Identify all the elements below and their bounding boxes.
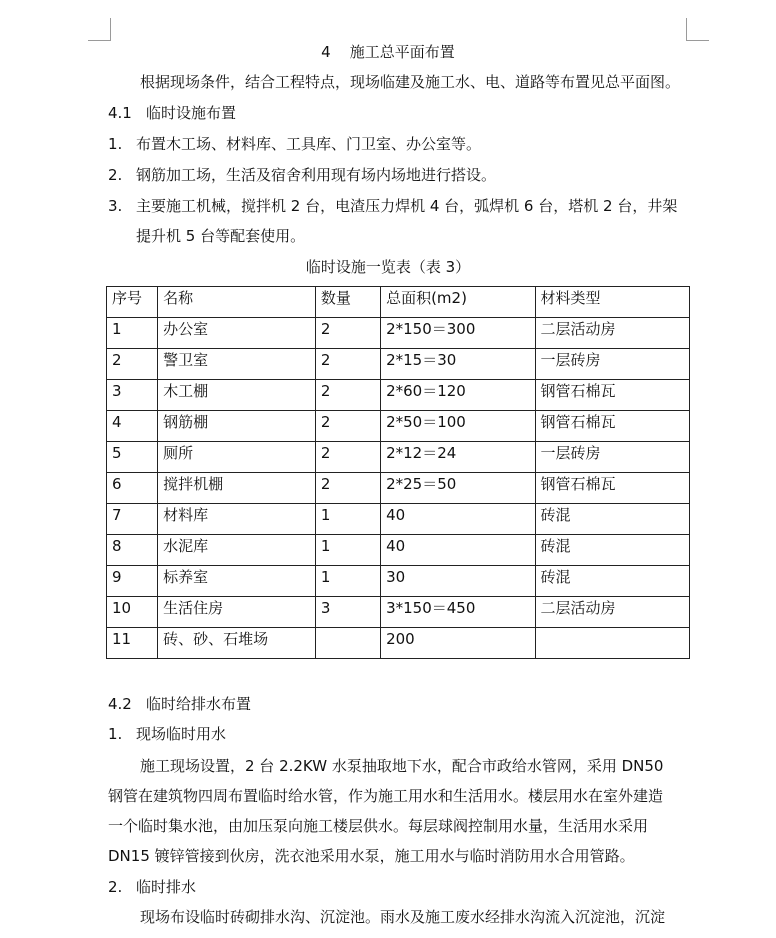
table-caption: 临时设施一览表（表 3） bbox=[305, 258, 471, 276]
header-cell-col-area: 总面积(m2) bbox=[381, 287, 535, 318]
paragraph-line: 施工现场设置，2 台 2.2KW 水泵抽取地下水，配合市政给水管网，采用 DN50 bbox=[140, 757, 664, 775]
cell-col-quantity bbox=[315, 628, 380, 659]
cell-col-name: 厕所 bbox=[158, 442, 316, 473]
list-item-text: 临时排水 bbox=[136, 878, 197, 896]
list-item-text: 主要施工机械，搅拌机 2 台，电渣压力焊机 4 台，弧焊机 6 台，塔机 2 台，井架 bbox=[136, 197, 678, 215]
crop-mark-top-right bbox=[686, 18, 709, 41]
cell-col-name: 标养室 bbox=[158, 566, 316, 597]
table-row bbox=[107, 473, 690, 504]
list-item-number: 2. bbox=[108, 166, 123, 184]
cell-col-name: 水泥库 bbox=[158, 535, 316, 566]
cell-col-quantity: 2 bbox=[315, 380, 380, 411]
table-row bbox=[107, 566, 690, 597]
cell-col-index: 7 bbox=[107, 504, 158, 535]
cell-col-name: 生活住房 bbox=[158, 597, 316, 628]
subsection-4-1-heading bbox=[108, 103, 236, 123]
list-item-number: 1. bbox=[108, 135, 123, 153]
cell-col-index: 11 bbox=[107, 628, 158, 659]
cell-col-quantity: 1 bbox=[315, 504, 380, 535]
cell-col-quantity: 2 bbox=[315, 473, 380, 504]
cell-col-material: 钢管石棉瓦 bbox=[535, 411, 690, 442]
cell-col-index: 1 bbox=[107, 318, 158, 349]
subsection-title: 临时设施布置 bbox=[146, 104, 237, 122]
cell-col-index: 5 bbox=[107, 442, 158, 473]
table-row bbox=[107, 504, 690, 535]
cell-col-material: 砖混 bbox=[535, 566, 690, 597]
cell-col-index: 10 bbox=[107, 597, 158, 628]
list-item-text: 现场临时用水 bbox=[136, 725, 227, 743]
cell-col-material: 钢管石棉瓦 bbox=[535, 380, 690, 411]
cell-col-name: 警卫室 bbox=[158, 349, 316, 380]
cell-col-quantity: 1 bbox=[315, 566, 380, 597]
header-cell-col-index: 序号 bbox=[107, 287, 158, 318]
cell-col-quantity: 2 bbox=[315, 349, 380, 380]
cell-col-name: 搅拌机棚 bbox=[158, 473, 316, 504]
list-item-text: 钢筋加工场，生活及宿舍利用现有场内场地进行搭设。 bbox=[136, 166, 497, 184]
subsection-number: 4.1 bbox=[108, 104, 132, 122]
section-number: 4 bbox=[321, 43, 331, 61]
cell-col-area: 2*15＝30 bbox=[381, 349, 535, 380]
cell-col-area: 40 bbox=[381, 504, 535, 535]
header-cell-col-name: 名称 bbox=[158, 287, 316, 318]
intro-paragraph: 根据现场条件，结合工程特点，现场临建及施工水、电、道路等布置见总平面图。 bbox=[140, 73, 681, 91]
table-row bbox=[107, 349, 690, 380]
cell-col-name: 钢筋棚 bbox=[158, 411, 316, 442]
cell-col-quantity: 2 bbox=[315, 411, 380, 442]
header-cell-col-material: 材料类型 bbox=[535, 287, 690, 318]
cell-col-quantity: 2 bbox=[315, 442, 380, 473]
table-row bbox=[107, 442, 690, 473]
cell-col-material: 砖混 bbox=[535, 535, 690, 566]
cell-col-material: 二层活动房 bbox=[535, 597, 690, 628]
section-heading bbox=[0, 42, 776, 62]
section-title: 施工总平面布置 bbox=[349, 43, 455, 61]
cell-col-name: 材料库 bbox=[158, 504, 316, 535]
facilities-table bbox=[106, 286, 690, 659]
table-row bbox=[107, 597, 690, 628]
subheading-water-supply bbox=[108, 724, 226, 744]
table-header-row bbox=[107, 287, 690, 318]
cell-col-area: 3*150＝450 bbox=[381, 597, 535, 628]
table-row bbox=[107, 411, 690, 442]
cell-col-quantity: 1 bbox=[315, 535, 380, 566]
list-item-number: 1. bbox=[108, 725, 123, 743]
cell-col-material: 钢管石棉瓦 bbox=[535, 473, 690, 504]
cell-col-quantity: 2 bbox=[315, 318, 380, 349]
list-item-text: 布置木工场、材料库、工具库、门卫室、办公室等。 bbox=[136, 135, 482, 153]
cell-col-material: 砖混 bbox=[535, 504, 690, 535]
list-item bbox=[108, 196, 677, 216]
cell-col-area: 30 bbox=[381, 566, 535, 597]
list-item-number: 2. bbox=[108, 878, 123, 896]
cell-col-material: 一层砖房 bbox=[535, 442, 690, 473]
cell-col-area: 40 bbox=[381, 535, 535, 566]
cell-col-area: 2*25＝50 bbox=[381, 473, 535, 504]
subheading-drainage bbox=[108, 877, 196, 897]
cell-col-area: 2*150＝300 bbox=[381, 318, 535, 349]
subsection-4-2-heading bbox=[108, 694, 251, 714]
cell-col-area: 200 bbox=[381, 628, 535, 659]
list-item bbox=[108, 165, 496, 185]
header-cell-col-quantity: 数量 bbox=[315, 287, 380, 318]
cell-col-name: 办公室 bbox=[158, 318, 316, 349]
cell-col-index: 2 bbox=[107, 349, 158, 380]
list-item bbox=[108, 134, 481, 154]
table-row bbox=[107, 628, 690, 659]
cell-col-index: 4 bbox=[107, 411, 158, 442]
cell-col-quantity: 3 bbox=[315, 597, 380, 628]
cell-col-index: 6 bbox=[107, 473, 158, 504]
table-row bbox=[107, 535, 690, 566]
cell-col-index: 8 bbox=[107, 535, 158, 566]
paragraph-line: 现场布设临时砖砌排水沟、沉淀池。雨水及施工废水经排水沟流入沉淀池，沉淀 bbox=[140, 908, 666, 926]
cell-col-area: 2*12＝24 bbox=[381, 442, 535, 473]
table-row bbox=[107, 380, 690, 411]
cell-col-material: 一层砖房 bbox=[535, 349, 690, 380]
cell-col-material bbox=[535, 628, 690, 659]
list-item-number: 3. bbox=[108, 197, 123, 215]
cell-col-index: 3 bbox=[107, 380, 158, 411]
cell-col-index: 9 bbox=[107, 566, 158, 597]
crop-mark-top-left bbox=[88, 18, 111, 41]
cell-col-area: 2*50＝100 bbox=[381, 411, 535, 442]
subsection-title: 临时给排水布置 bbox=[146, 695, 252, 713]
cell-col-name: 木工棚 bbox=[158, 380, 316, 411]
paragraph-line: 钢管在建筑物四周布置临时给水管，作为施工用水和生活用水。楼层用水在室外建造 bbox=[108, 787, 664, 805]
cell-col-material: 二层活动房 bbox=[535, 318, 690, 349]
list-item-continuation: 提升机 5 台等配套使用。 bbox=[136, 227, 306, 245]
table-row bbox=[107, 318, 690, 349]
cell-col-area: 2*60＝120 bbox=[381, 380, 535, 411]
cell-col-name: 砖、砂、石堆场 bbox=[158, 628, 316, 659]
subsection-number: 4.2 bbox=[108, 695, 132, 713]
paragraph-line: 一个临时集水池，由加压泵向施工楼层供水。每层球阀控制用水量，生活用水采用 bbox=[108, 817, 649, 835]
paragraph-line: DN15 镀锌管接到伙房，洗衣池采用水泵，施工用水与临时消防用水合用管路。 bbox=[108, 847, 635, 865]
